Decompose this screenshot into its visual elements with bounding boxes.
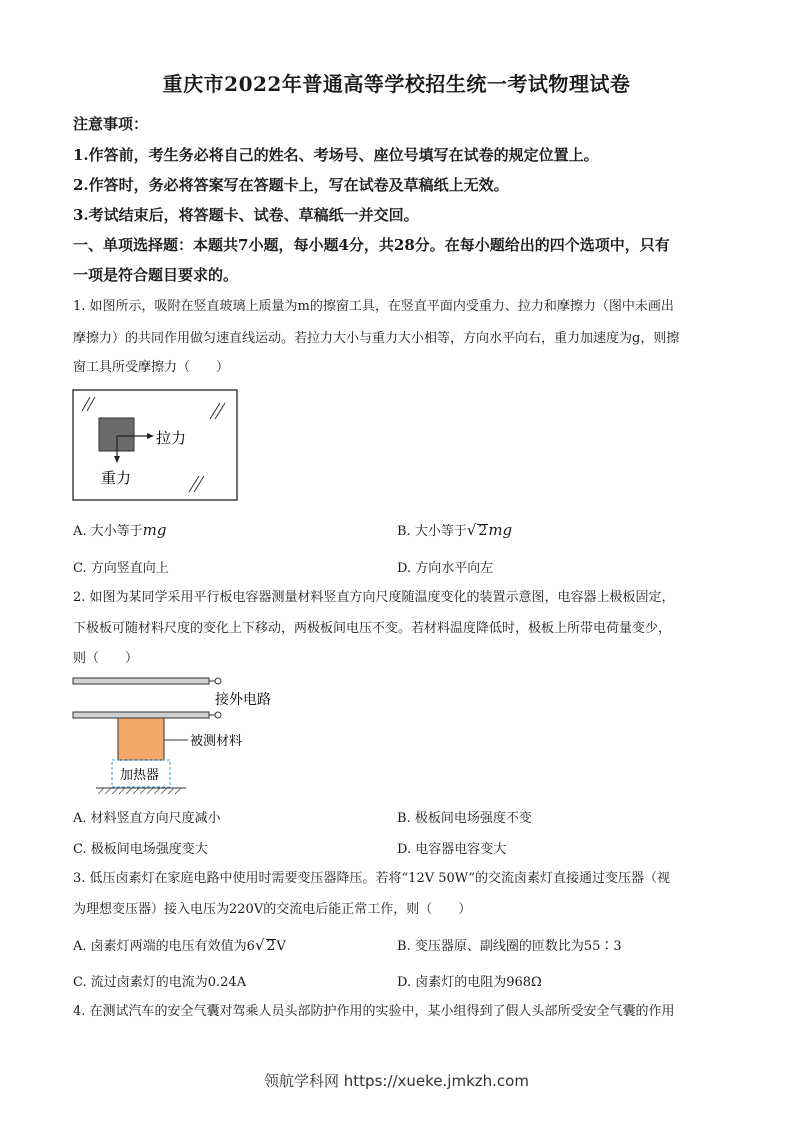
section-heading-line1: 一、单项选择题：本题共7小题，每小题4分，共28分。在每小题给出的四个选项中，只有 [73,236,670,254]
q1-line-3: 窗工具所受摩擦力（ ） [73,360,230,375]
pull-label: 拉力 [156,429,187,447]
q2-option-a: A. 材料竖直方向尺度减小 [73,811,221,826]
pull-arrowhead [147,433,154,439]
q3-option-a-radicand: 2 [266,938,276,954]
notes-item-2: 2.作答时，务必将答案写在答题卡上，写在试卷及草稿纸上无效。 [73,176,509,194]
q2-line-1: 2. 如图为某同学采用平行板电容器测量材料竖直方向尺度随温度变化的装置示意图，电容器上极板固定， [73,590,675,605]
q1-option-b-radicand: 2 [478,523,488,539]
gravity-label: 重力 [101,469,132,487]
notes-heading: 注意事项： [73,115,149,133]
q2-option-b: B. 极板间电场强度不变 [397,811,532,826]
q1-option-b-text: B. 大小等于 [397,524,467,539]
upper-plate [73,678,209,684]
q3-line-2: 为理想变压器）接入电压为220V的交流电后能正常工作，则（ ） [73,902,472,917]
q1-line-1: 1. 如图所示，吸附在竖直玻璃上质量为m的擦窗工具，在竖直平面内受重力、拉力和摩擦力（图中未画出 [73,299,674,314]
q2-option-d: D. 电容器电容变大 [397,842,507,857]
q1-line-2: 摩擦力）的共同作用做匀速直线运动。若拉力大小与重力大小相等，方向水平向右，重力加速度为g，则擦 [73,331,680,346]
glass-pane [73,390,237,500]
q3-option-b: B. 变压器原、副线圈的匝数比为55∶3 [397,939,622,954]
ground-hatching [98,788,181,794]
q3-option-c: C. 流过卤素灯的电流为0.24A [73,975,247,990]
upper-terminal [215,678,221,684]
section-heading-line2: 一项是符合题目要求的。 [73,266,239,284]
q3-option-d: D. 卤素灯的电阻为968Ω [397,975,542,990]
q1-figure [72,389,240,503]
lower-terminal [215,712,221,718]
q1-option-a [73,520,166,539]
gravity-arrowhead [114,456,120,463]
q1-option-c: C. 方向竖直向上 [73,561,169,576]
notes-item-3: 3.考试结束后，将答题卡、试卷、草稿纸一并交回。 [73,206,419,224]
material-label: 被测材料 [190,734,243,749]
measured-material [118,718,164,760]
circuit-label: 接外电路 [215,692,271,708]
q1-option-b: B. 大小等于√ 2mg [397,521,513,539]
q1-option-a-math: mg [142,521,167,539]
q3-option-a-text: A. 卤素灯两端的电压有效值为6 [73,939,255,954]
q3-option-a-unit: V [276,939,286,954]
heater-label: 加热器 [120,768,160,783]
page-title: 重庆市2022年普通高等学校招生统一考试物理试卷 [162,72,631,96]
footer-watermark: 领航学科网 https://xueke.jmkzh.com [264,1072,529,1090]
q2-option-c: C. 极板间电场强度变大 [73,842,208,857]
q2-line-2: 下极板可随材料尺度的变化上下移动，两极板间电压不变。若材料温度降低时，极板上所带电荷量变少， [73,621,672,636]
q2-figure [72,674,282,798]
lower-plate [73,712,209,718]
q2-line-3: 则（ ） [73,651,139,666]
q1-option-a-text: A. 大小等于 [73,524,143,539]
q1-option-b-math: mg [488,521,513,539]
q3-option-a: A. 卤素灯两端的电压有效值为6√ 2V [73,936,286,954]
notes-item-1: 1.作答前，考生务必将自己的姓名、考场号、座位号填写在试卷的规定位置上。 [73,146,599,164]
q1-option-d: D. 方向水平向左 [397,561,494,576]
q4-line-1: 4. 在测试汽车的安全气囊对驾乘人员头部防护作用的实验中，某小组得到了假人头部所受安全气囊的作用 [73,1004,675,1019]
q3-line-1: 3. 低压卤素灯在家庭电路中使用时需要变压器降压。若将“12V 50W”的交流卤素灯直接通过变压器（视 [73,871,671,886]
